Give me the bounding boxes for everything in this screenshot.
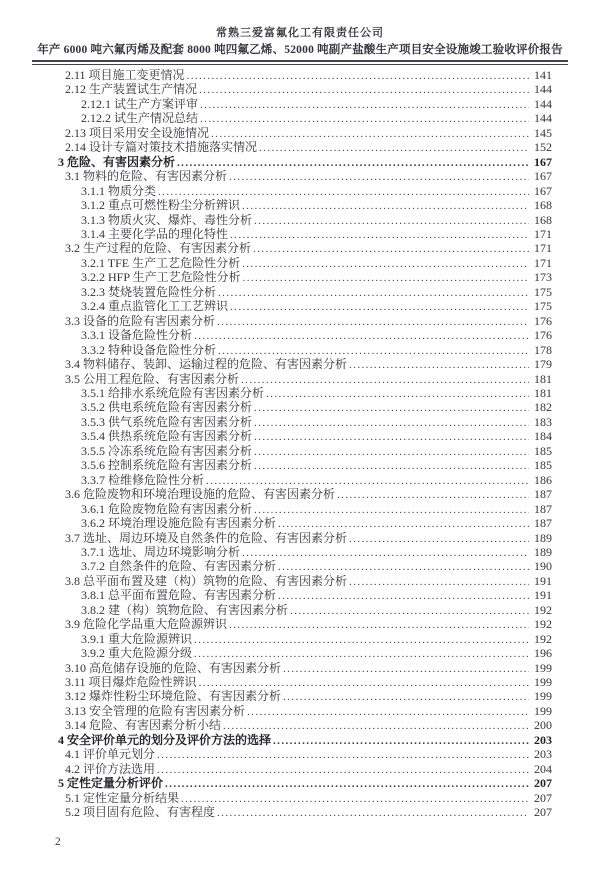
page-header (0, 0, 600, 65)
toc-leader-dots (337, 488, 529, 502)
toc-entry (58, 704, 552, 718)
toc-entry (58, 444, 552, 458)
toc-entry-label: 3.5.5 冷冻系统危险有害因素分析 (81, 443, 253, 458)
toc-leader-dots (211, 127, 529, 141)
toc-page-number: 171 (534, 241, 552, 256)
toc-page-number: 207 (534, 805, 552, 820)
toc-entry (58, 241, 552, 255)
toc-entry (58, 574, 552, 588)
toc-entry (58, 400, 552, 414)
toc-leader-dots (230, 300, 529, 314)
toc-entry-label: 3.6.2 环境治理设施危险有害因素分析 (81, 516, 277, 531)
toc-entry (58, 126, 552, 140)
toc-entry (58, 718, 552, 732)
toc-page-number: 203 (534, 747, 552, 762)
toc-page-number: 192 (534, 617, 552, 632)
toc-entry-label: 3.2.4 重点监管化工工艺辨识 (81, 299, 229, 314)
toc-entry (58, 646, 552, 660)
toc-entry (58, 140, 552, 154)
toc-entry (58, 314, 552, 328)
toc-page-number: 192 (534, 602, 552, 617)
toc-entry (58, 473, 552, 487)
toc-leader-dots (254, 445, 529, 459)
toc-entry-label: 3.7.2 自然条件的危险、有害因素分析 (81, 559, 277, 574)
toc-entry (58, 776, 552, 790)
toc-entry (58, 502, 552, 516)
toc-page-number: 189 (534, 530, 552, 545)
toc-leader-dots (254, 214, 529, 228)
toc-page-number: 175 (534, 299, 552, 314)
toc-leader-dots (278, 517, 529, 531)
header-company-name: 常熟三爱富氟化工有限责任公司 (216, 27, 384, 39)
toc-page-number: 175 (534, 284, 552, 299)
toc-entry (58, 372, 552, 386)
toc-entry-label: 3.5.3 供气系统危险有害因素分析 (81, 414, 253, 429)
toc-leader-dots (349, 575, 529, 589)
toc-entry (58, 198, 552, 212)
toc-page-number: 168 (534, 212, 552, 227)
toc-entry-label: 3.3.2 特种设备危险性分析 (81, 342, 217, 357)
toc-entry (58, 227, 552, 241)
toc-entry (58, 285, 552, 299)
toc-entry (58, 169, 552, 183)
toc-entry (58, 213, 552, 227)
toc-page-number: 203 (534, 732, 552, 747)
toc-entry-label: 3.5 公用工程危险、有害因素分析 (65, 371, 240, 386)
toc-page-number: 167 (534, 183, 552, 198)
toc-entry (58, 603, 552, 617)
toc-entry (58, 675, 552, 689)
toc-page-number: 173 (534, 270, 552, 285)
toc-leader-dots (177, 156, 529, 170)
toc-leader-dots (254, 416, 529, 430)
toc-leader-dots (243, 271, 529, 285)
toc-leader-dots (229, 170, 529, 184)
toc-entry (58, 458, 552, 472)
toc-page-number: 144 (534, 96, 552, 111)
toc-entry-label: 3.7.1 选址、周边环境影响分析 (81, 544, 241, 559)
toc-entry-label: 3.8.2 建（构）筑物危险、有害因素分析 (81, 602, 289, 617)
toc-page-number: 196 (534, 646, 552, 661)
toc-entry-label: 3.12 爆炸性粉尘环境危险、有害因素分析 (65, 689, 282, 704)
toc-leader-dots (283, 690, 529, 704)
toc-entry-label: 3.11 项目爆炸危险性辨识 (65, 675, 197, 690)
toc-entry-label: 2.12 生产装置试生产情况 (65, 82, 198, 97)
toc-entry-label: 3.5.1 给排水系统危险有害因素分析 (81, 385, 265, 400)
toc-entry-label: 3.1.4 主要化学品的理化特性 (81, 226, 229, 241)
toc-leader-dots (290, 604, 529, 618)
toc-entry-label: 3.5.2 供电系统危险有害因素分析 (81, 400, 253, 415)
toc-page-number: 207 (534, 790, 552, 805)
toc-page-number: 192 (534, 631, 552, 646)
toc-page-number: 185 (534, 458, 552, 473)
header-report-title: 年产 6000 吨六氟丙烯及配套 8000 吨四氟乙烯、52000 吨副产盐酸生产项目安全设施竣工验收评价报告 (37, 44, 563, 56)
toc-leader-dots (254, 459, 529, 473)
toc-entry-label: 3.5.4 供热系统危险有害因素分析 (81, 429, 253, 444)
toc-entry-label: 2.14 设计专篇对策技术措施落实情况 (65, 140, 258, 155)
toc-page-number: 199 (534, 703, 552, 718)
toc-leader-dots (218, 344, 529, 358)
toc-entry (58, 386, 552, 400)
footer-page-number: 2 (55, 836, 61, 848)
toc-leader-dots (199, 83, 529, 97)
toc-page-number: 189 (534, 544, 552, 559)
toc-entry-label: 3.1.3 物质火灾、爆炸、毒性分析 (81, 212, 253, 227)
toc-leader-dots (247, 705, 529, 719)
toc-entry (58, 733, 552, 747)
toc-entry-label: 3.4 物料储存、装卸、运输过程的危险、有害因素分析 (65, 357, 348, 372)
toc-leader-dots (194, 633, 529, 647)
toc-page-number: 176 (534, 313, 552, 328)
toc-page-number: 181 (534, 385, 552, 400)
toc-page-number: 144 (534, 111, 552, 126)
toc-leader-dots (200, 98, 529, 112)
toc-page-number: 187 (534, 487, 552, 502)
toc-entry-label: 3.2.1 TFE 生产工艺危险性分析 (81, 255, 241, 270)
toc-entry (58, 299, 552, 313)
toc-entry-label: 3.13 安全管理的危险有害因素分析 (65, 703, 246, 718)
toc-entry-label: 4.2 评价方法选用 (65, 761, 156, 776)
toc-leader-dots (254, 503, 529, 517)
toc-leader-dots (254, 430, 529, 444)
toc-entry-label: 3.9.2 重大危险源分级 (81, 646, 193, 661)
toc-entry-label: 3.9 危险化学品重大危险源辨识 (65, 617, 228, 632)
toc-page-number: 187 (534, 516, 552, 531)
toc-entry (58, 256, 552, 270)
toc-page-number: 182 (534, 400, 552, 415)
toc-page-number: 152 (534, 140, 552, 155)
toc-entry (58, 747, 552, 761)
toc-entry (58, 661, 552, 675)
toc-entry (58, 487, 552, 501)
toc-leader-dots (157, 763, 529, 777)
toc-entry-label: 3.14 危险、有害因素分析小结 (65, 718, 222, 733)
toc-page-number: 168 (534, 198, 552, 213)
toc-page-number: 190 (534, 559, 552, 574)
toc-entry-label: 3.1.2 重点可燃性粉尘分析辨识 (81, 198, 241, 213)
toc-entry-label: 4 安全评价单元的划分及评价方法的选择 (58, 732, 272, 747)
toc-leader-dots (158, 185, 529, 199)
toc-leader-dots (217, 806, 529, 820)
toc-page-number: 187 (534, 501, 552, 516)
toc-entry-label: 3.6.1 危险废物危险有害因素分析 (81, 501, 253, 516)
toc-entry (58, 97, 552, 111)
toc-entry-label: 3 危险、有害因素分析 (58, 154, 176, 169)
toc-page-number: 199 (534, 660, 552, 675)
toc-leader-dots (259, 141, 529, 155)
toc-page-number: 204 (534, 761, 552, 776)
table-of-contents (58, 68, 552, 820)
toc-leader-dots (218, 286, 529, 300)
toc-page-number: 200 (534, 718, 552, 733)
toc-entry (58, 343, 552, 357)
toc-leader-dots (206, 474, 529, 488)
toc-entry (58, 415, 552, 429)
toc-entry (58, 559, 552, 573)
toc-leader-dots (349, 532, 529, 546)
toc-entry (58, 588, 552, 602)
toc-entry-label: 3.1.1 物质分类 (81, 183, 157, 198)
toc-leader-dots (229, 618, 529, 632)
toc-leader-dots (157, 748, 529, 762)
toc-entry-label: 2.11 项目施工变更情况 (65, 68, 185, 82)
toc-page-number: 191 (534, 573, 552, 588)
toc-leader-dots (187, 69, 529, 83)
toc-entry (58, 68, 552, 82)
toc-entry (58, 791, 552, 805)
toc-leader-dots (242, 546, 529, 560)
toc-entry-label: 3.1 物料的危险、有害因素分析 (65, 169, 228, 184)
toc-page-number: 186 (534, 472, 552, 487)
toc-page-number: 199 (534, 689, 552, 704)
toc-leader-dots (278, 589, 529, 603)
toc-entry-label: 3.2.2 HFP 生产工艺危险性分析 (81, 270, 241, 285)
toc-page-number: 144 (534, 82, 552, 97)
toc-entry (58, 805, 552, 819)
toc-leader-dots (266, 387, 529, 401)
toc-leader-dots (165, 777, 529, 791)
toc-page-number: 207 (534, 776, 552, 791)
toc-entry-label: 3.5.6 控制系统危险有害因素分析 (81, 458, 253, 473)
toc-entry (58, 184, 552, 198)
toc-entry-label: 2.13 项目采用安全设施情况 (65, 125, 210, 140)
toc-entry-label: 5 定性定量分析评价 (58, 776, 164, 791)
toc-entry-label: 3.2.3 焚烧装置危险性分析 (81, 284, 217, 299)
toc-entry (58, 531, 552, 545)
toc-entry (58, 111, 552, 125)
toc-page-number: 167 (534, 169, 552, 184)
toc-page-number: 191 (534, 588, 552, 603)
toc-leader-dots (194, 647, 529, 661)
toc-entry-label: 2.12.2 试生产情况总结 (81, 111, 199, 126)
toc-entry (58, 516, 552, 530)
toc-page-number: 171 (534, 226, 552, 241)
toc-leader-dots (254, 401, 529, 415)
toc-page-number: 167 (534, 154, 552, 169)
toc-leader-dots (217, 315, 529, 329)
toc-leader-dots (242, 257, 529, 271)
toc-leader-dots (253, 242, 529, 256)
toc-leader-dots (273, 734, 529, 748)
toc-entry (58, 82, 552, 96)
toc-entry-label: 3.10 高危储存设施的危险、有害因素分析 (65, 660, 282, 675)
toc-entry-label: 4.1 评价单元划分 (65, 747, 156, 762)
toc-entry-label: 3.2 生产过程的危险、有害因素分析 (65, 241, 252, 256)
toc-entry (58, 689, 552, 703)
toc-leader-dots (283, 662, 529, 676)
toc-entry-label: 3.8 总平面布置及建（构）筑物的危险、有害因素分析 (65, 573, 348, 588)
toc-entry-label: 3.3.7 检维修危险性分析 (81, 472, 205, 487)
toc-leader-dots (223, 719, 529, 733)
toc-leader-dots (194, 329, 529, 343)
toc-entry-label: 3.3 设备的危险有害因素分析 (65, 313, 216, 328)
toc-entry-label: 3.9.1 重大危险源辨识 (81, 631, 193, 646)
toc-entry (58, 429, 552, 443)
toc-entry-label: 2.12.1 试生产方案评审 (81, 96, 199, 111)
toc-entry-label: 3.6 危险废物和环境治理设施的危险、有害因素分析 (65, 487, 336, 502)
toc-entry (58, 545, 552, 559)
toc-entry-label: 5.2 项目固有危险、有害程度 (65, 805, 216, 820)
toc-leader-dots (200, 112, 529, 126)
toc-leader-dots (278, 560, 529, 574)
toc-leader-dots (230, 228, 529, 242)
toc-page-number: 171 (534, 255, 552, 270)
toc-page-number: 199 (534, 675, 552, 690)
header-divider-rule (32, 60, 568, 65)
toc-entry (58, 762, 552, 776)
toc-entry-label: 3.7 选址、周边环境及自然条件的危险、有害因素分析 (65, 530, 348, 545)
toc-page-number: 184 (534, 429, 552, 444)
toc-entry (58, 357, 552, 371)
toc-page-number: 145 (534, 125, 552, 140)
toc-page-number: 181 (534, 371, 552, 386)
toc-leader-dots (241, 373, 529, 387)
toc-leader-dots (349, 358, 529, 372)
toc-leader-dots (181, 792, 529, 806)
toc-entry-label: 5.1 定性定量分析结果 (65, 790, 180, 805)
toc-entry-label: 3.3.1 设备危险性分析 (81, 328, 193, 343)
toc-page-number: 176 (534, 328, 552, 343)
toc-page-number: 178 (534, 342, 552, 357)
toc-entry (58, 270, 552, 284)
toc-page-number: 179 (534, 357, 552, 372)
toc-entry (58, 328, 552, 342)
toc-leader-dots (242, 199, 529, 213)
toc-page-number: 185 (534, 443, 552, 458)
toc-page-number: 183 (534, 414, 552, 429)
toc-entry (58, 155, 552, 169)
toc-entry (58, 617, 552, 631)
toc-page-number: 141 (534, 68, 552, 82)
toc-entry (58, 632, 552, 646)
toc-entry-label: 3.8.1 总平面布置危险、有害因素分析 (81, 588, 277, 603)
